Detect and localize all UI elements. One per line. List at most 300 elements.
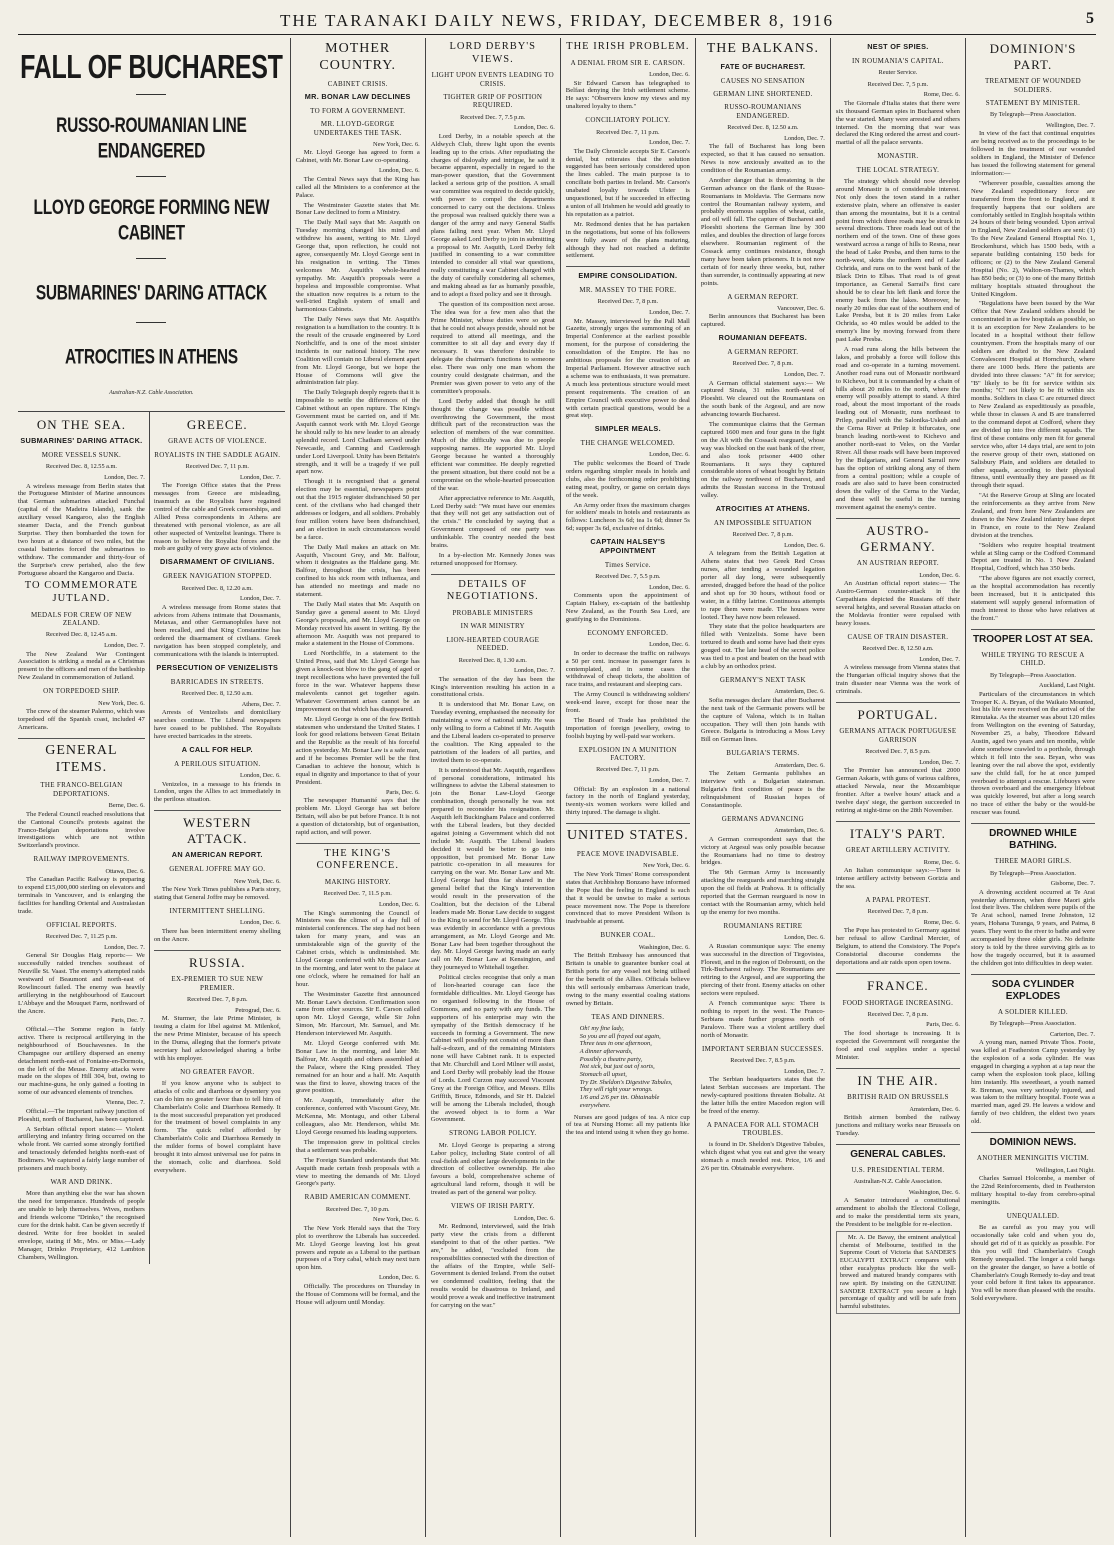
paragraph: Mr. Lloyd George is one of the few British statesmen who understand the United States. I look for good relations between Great Britain and the Republic as the result of his forceful action yesterday. Mr. Bonar Law is a safe man, and if he becomes Premier will be the first Canadian to achieve the honour, which is equal in dignity and importance to that of your President.	[295, 715, 420, 786]
received-line: Received Dec. 8, 12.50 a.m.	[181, 690, 253, 698]
subhead: IN WAR MINISTRY	[460, 622, 525, 631]
dateline: Vancouver, Dec. 6.	[777, 304, 825, 312]
paragraph: The Federal Council reached resolutions that the Cantonal Council's protests against the Franco-Belgian deportations involve investigations which are not within Switzerland's province.	[18, 810, 145, 850]
subhead: RABID AMERICAN COMMENT.	[304, 1193, 411, 1202]
subhead: STRONG LABOR POLICY.	[449, 1129, 537, 1138]
source-line: Australian-N.Z. Cable Association.	[853, 1178, 943, 1186]
paragraph: Official.—The Somme region is fairly active. There is reciprocal artillerying in the neighbourhood of Bouchavesnes. In the Champagne our artillery dispersed an enemy detachment north-east of Fontaine-en-Dormois, on the left of the Meuse. Enemy attacks were made on the slopes of Hill 304, but, owing to our machine-guns, he only gained a footing in some of our advanced elements of trenches.	[18, 1026, 145, 1097]
paragraph: Mr. Lloyd George is preparing a strong Labor policy, including State control of all coal-fields and other large developments in the direction of collective ownership. He also favours a bold, comprehensive scheme of agricultural land reform, though it will be treated as part of the general war policy.	[430, 1141, 555, 1197]
subhead: TO FORM A GOVERNMENT.	[310, 106, 406, 115]
subhead: TREATMENT OF WOUNDED SOLDIERS.	[984, 77, 1081, 94]
cable-source: Australian-N.Z. Cable Association.	[109, 389, 194, 396]
subhead: BULGARIA'S TERMS.	[726, 749, 800, 758]
subhead: A PANACEA FOR ALL STOMACH TROUBLES.	[706, 1120, 819, 1137]
advertisement: Be as careful as you may you will occasionally take cold and when you do, should get rid of it as quickly as possible. For this you will find Chamberlain's Cough Remedy unequalled. The longer a cold hangs on the greater the danger, so have a bottle of Chamberlain's Cough Remedy to-day and treat your cold before it first takes its appearance. You will be more than pleased with the results. Sold everywhere.	[970, 1224, 1095, 1303]
received-line: Received Dec. 7, 8.5 p.m.	[865, 748, 931, 756]
received-line: Received Dec. 7, 11 p.m.	[596, 128, 660, 136]
divider	[836, 1144, 960, 1145]
paragraph: Berlin announces that Bucharest has been captured.	[700, 313, 825, 329]
subhead: BUNKER COAL.	[600, 931, 656, 940]
paragraph: Venizelos, in a message to his friends in London, urges the Allies to act immediately in the perilous situation.	[153, 780, 281, 804]
paragraph: A road runs along the hills between the lakes, and probably a force will follow this road and co-operate in a turning movement. Another road runs out of Monastir northward to Kichevo, but it is commanded by a chain of hills about 20 miles to the north, where the enemy will possibly attempt to stand. A third road, about the most important of the roads leading out of Monastir, runs northeast to Prilep, parallel with the Salonika-Uskub and the Cerna River at Prilep it bifurcates, one branch leading north-west to Kichevo and another north-east to Veles, on the Vardar River. All these roads will have been improved by the Bulgarians, and General Sarrail now has the option of striking along any of them from a central position; while a couple of roads are also said to have been constructed down the valley of the Cerna to the Vardar, and these will be useful in the turning movement against the enemy's centre.	[835, 346, 960, 512]
paragraph: The crew of the steamer Palermo, which was torpedoed off the Spanish coast, included 47 Americans.	[18, 708, 145, 731]
divider	[836, 973, 960, 974]
paragraph: A telegram from the British Legation at Athens states that two Greek Red Cross nurses, after tending a wounded legation porter all day long, were subsequently arrested, dragged before the head of the police and shot up for 30 hours, without food or water, in a filthy latrine. Continuous attempts to rape them were made. The houses were looted. They have now been released.	[700, 550, 825, 621]
subhead: MR. MASSEY TO THE FORE.	[579, 286, 677, 295]
subhead: AN AMERICAN REPORT.	[171, 850, 263, 860]
dateline: Rome, Dec. 6.	[923, 91, 960, 99]
subhead: A PERILOUS SITUATION.	[174, 759, 261, 768]
received-line: Received Dec. 7, 10 p.m.	[325, 1205, 390, 1213]
paragraph: The fall of Bucharest has long been expected, so that it has caused no sensation. News is now anxiously awaited as to the condition of the Roumanian army.	[700, 143, 825, 174]
dateline: Berne, Dec. 6.	[108, 802, 145, 810]
subhead: A DENIAL FROM SIR E. CARSON.	[570, 58, 686, 67]
paragraph: The New York Times' Rome correspondent states that Archbishop Bonzano have informed the Pope that the feeling in England is such that it would be unwise to make a serious peace movement now. The Pope is therefore convinced that to move President Wilson is inadvisable at present.	[565, 870, 690, 926]
subhead: PERSECUTION OF VENIZELISTS	[156, 662, 279, 672]
section-title: TO COMMEMORATE JUTLAND.	[24, 580, 139, 605]
received-line: Received Dec. 8, 1.30 a.m.	[458, 656, 527, 664]
section-title: IN THE AIR.	[857, 1072, 939, 1088]
dateline: New York, Dec. 6.	[373, 140, 420, 148]
subhead: FOOD SHORTAGE INCREASING.	[842, 998, 954, 1007]
subhead: RUSSO-ROUMANIANS ENDANGERED.	[724, 103, 802, 120]
paragraph: Arrests of Venizelists and domiciliary searches continue. The Liberal newspapers have ceased to be published. The Royalists have erected barricades in the streets.	[153, 709, 281, 740]
dateline: Paris, Dec. 6.	[926, 1021, 960, 1029]
subhead: A GERMAN REPORT.	[727, 348, 799, 357]
received-line: Received Dec. 7, 8 p.m.	[732, 360, 794, 368]
verse-line: Oh! my fine lady,	[579, 1024, 624, 1032]
section-title: GENERAL CABLES.	[850, 1148, 946, 1160]
subhead: GRAVE ACTS OF VIOLENCE.	[168, 437, 267, 446]
dateline: London, Dec. 6.	[784, 934, 825, 942]
paragraph: The Serbian headquarters states that the latest Serbian successes are important. The newly-captured positions threaten Bobaliz. At the latter hills the entire Macedon region will be freed of the enemy.	[700, 1076, 825, 1115]
paragraph: The Foreign Office states that the Press messages from Greece are misleading, inasmuch as the Royalists have regained control of the cable and Greek censorships, and Allied Press correspondents in Athens are threatened with personal violence, as are all other suspected of Venizelist leanings. There is reason to believe the Royalist forces and the mob are guilty of very grave acts of violence.	[153, 482, 281, 553]
received-line: Received Dec. 7, 11 p.m.	[596, 766, 660, 774]
paragraph: A wireless message from Rome states that advices from Athens intimate that Dousmanis, Metaxas, and other Germanophiles have not been recalled, and that King Constantine has ordered the disarmament of civilians. Greek navigation has been stopped completely, and communications with the islands is interrupted.	[153, 603, 281, 659]
subhead: GERMAN LINE SHORTENED.	[713, 89, 813, 98]
subhead: RAILWAY IMPROVEMENTS.	[33, 855, 130, 864]
paragraph: The British Embassy has announced that Britain is unable to guarantee bunker coal at British ports for any vessel not being utilised for the benefit of the Allies. Officials believe this will seriously embarrass American trade, owing to the many essential coaling stations owned by Britain.	[565, 952, 690, 1007]
dateline: Amsterdam, Dec. 6.	[774, 827, 825, 835]
paragraph: A wireless message from Berlin states that the Portuguese Minister of Marine announces that German submarines attacked Funchal (capital of the Madeira Islands), sank the auxiliary vessel Kangaroo, also the English steamer Dacia, and the French gunboat Surprise. They then bombarded the town for two hours at a distance of two miles, but the coastal batteries forced the submarines to withdraw. The commander and thirty-four of the Surprise's crew perished, also the few Portuguese aboard the Kangaroo and Dacia.	[18, 482, 145, 577]
paragraph: Lord Derby added that though he still thought the change was possible without overthrowing the Government, the most difficult part of the reconstruction was the selection of members of the war committee. Much of the difficulty was due to people supposing names. He supported Mr. Lloyd George because he wanted a thoroughly efficient war committee. He deeply regretted the present situation, but there could not be a compromise on the whole-hearted prosecution of the war.	[430, 397, 555, 492]
dateline: Paris, Dec. 6.	[385, 788, 420, 796]
subhead: ROYALISTS IN THE SADDLE AGAIN.	[154, 450, 281, 459]
column-lord-derby	[425, 38, 560, 1537]
subhead: SUBMARINES' DARING ATTACK.	[20, 436, 143, 446]
paragraph: "Soldiers who require hospital treatment while at Sling camp or the Codford Command Depot are treated in No. 1 New Zealand Hospital, Codford, which has 350 beds.	[970, 541, 1095, 573]
paragraph: Official.—The important railway junction of Ploeshti, north of Bucharest, has been captured.	[18, 1107, 145, 1123]
subhead: ON TORPEDOED SHIP.	[43, 687, 120, 696]
verse-line: 1/6 and 2/6 per tin. Obtainable everywhere.	[579, 1094, 660, 1109]
section-title: GREECE.	[186, 416, 248, 432]
dateline: London, Dec. 7.	[784, 1067, 825, 1075]
divider	[136, 176, 166, 177]
verse-line: They will right your wrongs.	[579, 1086, 653, 1094]
subhead: THE CHANGE WELCOMED.	[580, 439, 675, 448]
subhead: AN AUSTRIAN REPORT.	[856, 559, 939, 568]
section-title: THE IRISH PROBLEM.	[566, 41, 690, 52]
dateline: London, Dec. 7.	[919, 655, 960, 663]
subhead: PEACE MOVE INADVISABLE.	[576, 850, 679, 858]
dateline: Rome, Dec. 6.	[923, 918, 960, 926]
advertisement: Mr. A. De Bavay, the eminent analytical chemist of Melbourne, testified in the Supreme Court of Victoria that SANDER'S EUCALYPTI EXTRACT compares with other eucalyptus products like the well-brewed and matured brandy compares with raw spirit. By insisting on the GENUINE SANDER EXTRACT you secure a high percentage of quality and will be safe from harmful substitutes.	[836, 1231, 960, 1314]
subhead: LION-HEARTED COURAGE NEEDED.	[446, 635, 540, 653]
subhead: THREE MAORI GIRLS.	[994, 857, 1072, 866]
dateline: London, Dec. 7.	[239, 595, 281, 603]
headline-lloyd-george: LLOYD GEORGE FORMING NEW CABINET	[33, 196, 270, 245]
dateline: New York, Dec. 6.	[643, 862, 690, 870]
advertisement-verse	[580, 1025, 690, 1110]
paragraph: The Westminster Gazette first announced Mr. Bonar Law's decision. Confirmation soon came from other sources. Sir E. Carson called upon Mr. Lloyd George, while Sir John Simon, Mr. Harcourt, Mr. Samuel, and Mr. Henderson interviewed Mr. Asquith.	[295, 990, 420, 1038]
subhead: ECONOMY ENFORCED.	[587, 628, 669, 637]
subhead: WAR AND DRINK.	[50, 1177, 113, 1186]
dateline: London, Dec. 6.	[239, 771, 281, 779]
subhead: A GERMAN REPORT.	[727, 292, 799, 301]
received-line: Received Dec. 7, 11.25 p.m.	[45, 933, 118, 941]
paragraph: Officially. The procedures on Thursday in the House of Commons will be formal, and the House will adjourn until Monday.	[295, 1282, 420, 1306]
paragraph: The question of its composition next arose. The idea was for a few men also that the Prime Minister, whose duties were so great that he could not always preside, should not be required to attend all meetings, and the committee to sit all day and every day if necessary. It was therefore desirable to delegate the chairman's functions to someone else. There was only one man whom the country could designate chairman, and the Premier was given power to veto any of the committee's proposals.	[430, 300, 555, 395]
dateline: Wellington, Dec. 7.	[1046, 121, 1095, 129]
paragraph: The Zeitam Germania publishes an interview with a Bulgarian statesman. Bulgaria's first condition of peace is the relinquishment of Russian hopes of Constantinople.	[700, 770, 825, 809]
subhead: GERMANS ADVANCING	[721, 814, 804, 823]
paragraph: Mr. Lloyd George conferred with Mr. Bonar Law in the morning, and later Mr. Balfour, Mr. Asquith and others assembled at the Palace, where the King presided. They remained for an hour and a half. Mr. Asquith was the first to leave, showing traces of the grave position.	[295, 1040, 420, 1095]
lead-section	[18, 38, 290, 1537]
divider	[836, 702, 960, 703]
subhead: U.S. PRESIDENTIAL TERM.	[851, 1165, 945, 1174]
subhead: CABINET CRISIS.	[327, 79, 388, 88]
divider	[971, 629, 1095, 630]
paragraph: A German correspondent says that the victory at Argesul was only possible because the Roumanians had no time to destroy bridges.	[700, 835, 825, 867]
subhead: ROUMANIANS RETIRE	[723, 921, 803, 930]
dateline: Petrograd, Dec. 6.	[235, 1006, 281, 1014]
dateline: London, Dec. 6.	[649, 583, 690, 591]
column-on-the-sea	[18, 412, 149, 1264]
subhead: EXPLOSION IN A MUNITION FACTORY.	[578, 745, 677, 763]
dateline: London, Dec. 7.	[239, 473, 281, 481]
section-title: GENERAL ITEMS.	[45, 742, 118, 775]
subhead: WHILE TRYING TO RESCUE A CHILD.	[981, 650, 1085, 668]
paragraph: Another danger that is threatening is the German advance on the flank of the Russo-Roumanians in Moldavia. The Germans now control the Roumanian railway system, and probably enormous supplies of wheat, cattle, and oil will fall. The capture of Bucharest and Ploeshti shortens the German line by 300 miles, and doubles the direction of large forces elsewhere. Roumanian regiment of the Cossack army continues resistance, though many have been taken prisoners. It is not now certain of for nearly three weeks, but, rather than surrender, is continually appearing at new points.	[700, 176, 825, 287]
received-line: Received Dec. 7, 7.5 p.m.	[460, 113, 526, 121]
paragraph: The Daily Chronicle accepts Sir E. Carson's denial, but reiterates that the solution suggested has been seriously considered upon the lines cabled. The main purpose is to conciliate both parties in Ireland. Mr. Carson's unabated loyalty towards Ulster is unquestioned, but if he succeeded in effecting a union of all Irishmen he would add greatly to his reputation as a patriot.	[565, 147, 690, 218]
received-line: Received Dec. 8, 12.20 a.m.	[181, 584, 253, 592]
section-title: TROOPER LOST AT SEA.	[972, 633, 1093, 645]
received-line: Received Dec. 7, 5 p.m.	[867, 80, 929, 88]
received-line: Received Dec. 8, 12.50 a.m.	[862, 645, 934, 653]
paragraph: Political circles recognise that only a man of lion-hearted courage can face the formidable difficulties. Mr. Lloyd George has no organised following in the House of Commons, and no party with any funds. The supporters of his enterprise may win the sympathy of the British democracy if he succeeds in forming a Government. The new Cabinet will possibly not consist of more than half-a-dozen, and of the remaining Ministers none will have Cabinet rank. It is expected that Mr. Churchill and Lord Milner will assist, and Lord Derby will probably lead the House of Lords. Lord Curzon may succeed Viscount Grey at the Foreign Office, and Messrs. Ellis Griffith, Bruce, Edmonds, and Sir H. Dalziel will be among the Liberals included, though the avowed object is to form a War Government.	[430, 974, 555, 1124]
divider	[971, 1132, 1095, 1133]
received-line: Received Dec. 7, 11 p.m.	[185, 463, 249, 471]
subhead: MAKING HISTORY.	[324, 878, 391, 887]
divider	[136, 322, 166, 323]
paragraph: A French communique says: There is nothing to report in the west. The Franco-Serbians made further progress north of Paralovo. There was a violent artillery duel north of Monastir.	[700, 1000, 825, 1039]
subhead: UNEQUALLED.	[1006, 1211, 1060, 1220]
section-title: DETAILS OF NEGOTIATIONS.	[446, 578, 539, 603]
headline-submarines: SUBMARINES' DARING ATTACK	[35, 282, 267, 306]
masthead	[18, 8, 1096, 35]
headline-athens: ATROCITIES IN ATHENS	[64, 345, 238, 369]
paragraph: The Daily Telegraph deeply regrets that it is impossible to settle the differences of the Cabinet without an open rupture. The King's Government must be carried on, and if Mr. Asquith cannot work with Mr. Lloyd George he should rally to his new leader to an already splendid record. Lord Chatham served under Newcastle, and Canning and Castlereagh under Lord Liverpool. Unity has been Britain's strength, and it will be a tragedy if we pull apart now.	[295, 389, 420, 476]
paragraph: The New York Herald says that the Tory plot to overthrow the Liberals has succeeded. Mr. Lloyd George leaving lost his great powers and repute as a Liberal to the partisan purposes of a Tory cabal, which may next turn upon him.	[295, 1224, 420, 1272]
advertisement: is found in Dr. Sheldon's Digestive Tabules, which digest what you eat and give the weary stomach a much needed rest. Price, 1/6 and 2/6 per tin. Obtainable everywhere.	[700, 1141, 825, 1173]
paragraph: A Senator introduced a constitutional amendment to abolish the Electoral College, and to make the presidential term six years, the President to be ineligible for re-election.	[835, 1197, 960, 1229]
dateline: London, Dec. 6.	[379, 1274, 420, 1282]
verse-line: Possibly a theatre party,	[579, 1055, 643, 1063]
paragraph: The strategy which should now develop around Monastir is of considerable interest. Not only does the town stand in a rather extensive plain, where an offensive is easier than among the mountains, but it is a central point from which three roads may be struck in several directions. Three roads lead out of the northern end of the town. One of these goes westward across a range of hills to Resna, near the head of Lake Presba, and then turns to the north-west, skirts the northern end of Lake Ochrida, and runs on to the west bank of the Black Drin to Elbas. That road is of great importance, as General Sarrail's first care should be to clear his left flank and force the enemy back from the lakes. Moreover, he nearly 20 miles due east of the southern end of Lake Presba, but it is 20 miles from Lake Ochrida, so 40 miles would be added to the enemy's line by moving forward from there past Lake Presba.	[835, 178, 960, 344]
subhead: MORE VESSELS SUNK.	[41, 451, 122, 460]
paragraph: Mr. Redmond denies that he has partaken in the negotiations, but some of his followers were fully aware of the plans maturing, although they had not reached a definite settlement.	[565, 220, 690, 260]
received-line: Received Dec. 7, 8 p.m.	[187, 996, 248, 1004]
section-title: PORTUGAL.	[857, 706, 939, 722]
received-line: Received Dec. 7, 8 p.m.	[867, 1010, 929, 1018]
dateline: Rome, Dec. 6.	[923, 858, 960, 866]
dateline: London, Dec. 7.	[784, 134, 825, 142]
column-irish-problem	[560, 38, 695, 1537]
dateline: Ottawa, Dec. 6.	[105, 867, 145, 875]
paragraph: The public welcomes the Board of Trade orders regarding simpler meals in hotels and clubs, also the forthcoming order prohibiting eating meat, poultry, or game on certain days of the week.	[565, 460, 690, 499]
paragraph: It is understood that Mr. Asquith, regardless of personal considerations, intimated his willingness to advise the Liberal statesmen to join the Bonar Law-Lloyd George combination, though personally he was not prepared to reconsider his resignation. Mr. Asquith left Buckingham Palace and conferred with the Liberal leaders, but they decided against joining a Government which did not include Mr. Asquith. The Liberal leaders decided it would be better to go into opposition, but promised Mr. Bonar Law patriotic co-operation in all measures for carrying on the war. Mr. Bonar Law and Mr. Lloyd George had thus far shared in the general belief that the King's intervention would result in the preservation of the Coalition, but the decision of the Liberal leaders made Mr. Bonar Law decide to suggest to the King to send for Mr. Lloyd George. This was evidently in accordance with a previous arrangement, as Mr. Lloyd George and Mr. Bonar Law had been together throughout the day. Mr. Lloyd George having made an early call on Mr. Bonar Law at Kensington, and they journeyed to Whitehall together.	[430, 766, 555, 972]
section-title: AUSTRO-GERMANY.	[860, 523, 936, 554]
subhead: GENERAL JOFFRE MAY GO.	[169, 865, 266, 874]
subhead: ATROCITIES AT ATHENS.	[715, 504, 810, 514]
subhead: STATEMENT BY MINISTER.	[985, 98, 1081, 107]
column-dominions-part	[965, 38, 1100, 1537]
dateline: London, Dec. 6.	[649, 641, 690, 649]
paragraph: The impression grew in political circles that a settlement was probable.	[295, 1138, 420, 1154]
dateline: London, Dec. 6.	[379, 900, 420, 908]
subhead: ANOTHER MENINGITIS VICTIM.	[976, 1154, 1089, 1163]
subhead: GERMANY'S NEXT TASK	[719, 675, 806, 684]
paragraph: British airmen bombed the railway junctions and military works near Brussels on Tuesday.	[835, 1114, 960, 1137]
dateline: London, Dec. 7.	[104, 943, 145, 951]
paragraph: After appreciative reference to Mr. Asquith, Lord Derby said: "We must have our enemies that they will not get any satisfaction out of the crisis." He concluded by saying that a Government composed of one party was unthinkable. The country needed the best brains.	[430, 494, 555, 550]
dateline: Gisborne, Dec. 7.	[1050, 880, 1095, 888]
divider	[971, 823, 1095, 824]
divider	[154, 810, 281, 811]
verse-line: Try Dr. Sheldon's Digestive Tabules,	[579, 1078, 673, 1086]
advertisement: Nurses are good judges of tea. A nice cup of tea at Nursing Home: all my patients like the tea and intend using it when they go home.	[565, 1113, 690, 1137]
subhead: CAUSES NO SENSATION	[720, 76, 805, 85]
paragraph: Lord Northcliffe, in a statement to the United Press, said that Mr. Lloyd George has given a knock-out blow to the gang of aged or inept recollections who have prevented the full force in the war. Whatever happens these malevolents cannot get together again. Whatever Government arises cannot be an improvement on that which has disappeared.	[295, 650, 420, 713]
dateline: London, Dec. 6.	[919, 571, 960, 579]
divider	[296, 843, 420, 844]
subhead: THE FRANCO-BELGIAN DEPORTATIONS.	[40, 781, 123, 798]
paragraph: "Regulations have been issued by the War Office that New Zealand soldiers should be concentrated in as few hospitals as possible, so it is an exception for New Zealanders to be located in a hospital without their fellow countrymen. From the hospitals many of our soldiers are drafted to the New Zealand Convalescent Hospital at Hornchurch, where there are 1000 beds. Here the patients are divided into three classes: "A" fit for service; "B" likely to be fit for service within six months; "C" not likely to be fit within six months. Soldiers in class C are returned direct to New Zealand as expeditiously as possible, while those in classes A and B are transferred to the command depot at Codford, where they are divided up into five different squads. The first of these contains only men fit for general service who, after 14 days trial, are sent to join the reserve group of their own, stationed on Salisbury Plain, and soldiers are detailed to other squads, according to their physical fitness, until eventually they are passed as fit through their squad.	[970, 300, 1095, 490]
paragraph: Mr. Asquith, immediately after the conference, conferred with Viscount Grey, Mr. McKenna, Mr. Montagu, and other Liberal colleagues, also Mr. Henderson, whilst Mr. Lloyd George resumed his leading supporters.	[295, 1097, 420, 1136]
paragraph: An Austrian official report states:— The Austro-German counter-attack in the Carpathians depicted the Russians off their several heights, and several Russian attacks on the Moldavia frontier were repulsed with heavy losses.	[835, 580, 960, 627]
paragraph: Particulars of the circumstances in which Trooper K. A. Bryan, of the Waikato Mounted, lost his life were received on the arrival of the Rimutaka. As the steamer was about 120 miles from Wellington on the evening of Saturday, November 25, a baby, Theodore Edward Austin, aged two years and ten months, while alone somehow crawled to a porthole, through which it fell into the sea. Bryan, who was leaning over the rail above the spot, evidently saw the child fall, for he at once jumped overboard to attempt a rescue. Lifebuoys were thrown overboard and the emergency lifeboat was quickly lowered, but after a long search no trace of either the baby or the would-be rescuer was found.	[970, 690, 1095, 817]
paragraph: The Giornale d'Italia states that there were six thousand German spies in Bucharest when the war started. Many were arrested and others interned. On the morning that war was declared the King ordered the arrest and court-martial of all the palace servants.	[835, 99, 960, 147]
dateline: Washington, Dec. 6.	[908, 1188, 960, 1196]
subhead: CAPTAIN HALSEY'S APPOINTMENT	[590, 537, 666, 555]
subhead: A PAPAL PROTEST.	[865, 895, 931, 904]
paragraph: There has been intermittent enemy shelling on the Ancre.	[153, 927, 281, 943]
paragraph: Mr. Lloyd George has agreed to form a Cabinet, with Mr. Bonar Law co-operating.	[295, 149, 420, 165]
subhead: TEAS AND DINNERS.	[591, 1012, 665, 1021]
subhead: MONASTIR.	[877, 152, 919, 161]
received-line: Received Dec. 7, 8 p.m.	[732, 531, 794, 539]
paragraph: The Foreign Standard understands that Mr. Asquith made certain fresh proposals with a view to meeting the demands of Mr. Lloyd George's party.	[295, 1156, 420, 1188]
paragraph: Sir Edward Carson has telegraphed to Belfast denying the Irish settlement scheme. He says: "Observers know my views and my unaltered loyalty to them."	[565, 79, 690, 111]
paragraph: The newspaper Humanité says that the problem Mr. Lloyd George has set before Britain, will also be put before France. It is not a question of dictatorship, but of organisation, rapid action, and will power.	[295, 797, 420, 836]
source-line: By Telegraph—Press Association.	[989, 869, 1076, 877]
paragraph: The New York Times publishes a Paris story, stating that General Joffre may be removed.	[153, 886, 281, 901]
section-title: ON THE SEA.	[36, 416, 126, 432]
paragraph: An Army order fixes the maximum charges for soldiers' meals in hotels and restaurants as follows: Luncheon 3s 6d; tea 1s 6d; dinner 5s 6d; supper 3s 6d, exclusive of drinks.	[565, 501, 690, 533]
column-balkans	[695, 38, 830, 1537]
verse-line: Not sick, but just out of sorts,	[579, 1063, 655, 1071]
section-title: LORD DERBY'S VIEWS.	[449, 41, 537, 65]
subhead: BRITISH RAID ON BRUSSELS	[847, 1093, 949, 1102]
dateline: London, Dec. 6.	[649, 70, 690, 78]
divider	[836, 518, 960, 519]
dateline: London, Dec. 6.	[239, 919, 281, 927]
paragraph: "At the Reserve Group at Sling are located the reinforcements as they arrive from New Zealand, and from here New Zealanders are drawn to the New Zealand infantry base depot in France, en route to the New Zealand division at the trenches.	[970, 492, 1095, 539]
paragraph: A drowning accident occurred at Te Arai yesterday afternoon, when three Maori girls lost their lives. The children were pupils of the Te Arai school, named Irene Johnston, 12 years, Hohana Turanga, 9 years, and Paima, 8 years. They went to the river to bathe and were accompanied by three older girls. No definite story is told by the three surviving girls as to how the tragedy occurred, but it is assumed the children got into difficulties in deep water.	[970, 888, 1095, 967]
section-title: RUSSIA.	[189, 954, 246, 970]
paragraph: The Central News says that the King has called all the Ministers to a conference at the Palace.	[295, 175, 420, 199]
received-line: Received Dec. 7, 8.5 p.m.	[730, 1056, 796, 1064]
source-line: By Telegraph—Press Association.	[989, 1020, 1076, 1028]
subhead: TIGHTER GRIP OF POSITION REQUIRED.	[443, 92, 543, 110]
subhead: IMPORTANT SERBIAN SUCCESSES.	[701, 1044, 824, 1053]
paragraph: A Russian communique says: The enemy was successful in the direction of Tirgovistea, Floresti, and in the region of Dobrounti, on the Tirk-Bucharest railway. The Roumanians are retiring to the Argesul, and are supporting the piercing of their front. Enemy attacks on other sectors were repulsed.	[700, 942, 825, 998]
paragraph: The New Zealand War Contingent Association is striking a medal as a Christmas present to the officers and men of the battleship New Zealand in commemoration of Jutland.	[18, 650, 145, 682]
paragraph: In a by-election Mr. Kennedy Jones was returned unopposed for Hornsey.	[430, 551, 555, 567]
subhead: IN ROUMANIA'S CAPITAL.	[851, 56, 944, 65]
subhead: MEDALS FOR CREW OF NEW ZEALAND.	[30, 610, 132, 628]
paragraph: The 9th German Army is incessantly attacking the rearguards and marching straight upon the oil fields at Prahova. It is officially reported that the German rearguard is now in contact with the Roumanian army, which held up the enemy for two months.	[700, 869, 825, 916]
page-number: 5	[1086, 10, 1096, 27]
subhead: GREAT ARTILLERY ACTIVITY.	[845, 846, 951, 855]
dateline: Washington, Dec. 6.	[638, 943, 690, 951]
paragraph: The Westminster Gazette states that Mr. Bonar Law declined to form a Ministry.	[295, 201, 420, 217]
dateline: London, Dec. 6.	[514, 1214, 555, 1222]
verse-line: A dinner afterwards,	[579, 1048, 633, 1056]
dateline: London, Dec. 7.	[649, 139, 690, 147]
section-title: THE KING'S CONFERENCE.	[316, 847, 399, 872]
dateline: Carterton, Dec. 7.	[1050, 1030, 1095, 1038]
subhead: FATE OF BUCHAREST.	[720, 61, 806, 71]
headline-russo-roumanian: RUSSO-ROUMANIAN LINE ENDANGERED	[56, 114, 247, 163]
paragraph: "The above figures are not exactly correct, as the hospital accommodation has recently been increased, but it is anticipated this statement will supply general information of much interest to those who have relatives at the front."	[970, 575, 1095, 622]
dateline: Vienna, Dec. 7.	[105, 1099, 145, 1107]
dateline: London, Dec. 6.	[379, 167, 420, 175]
dateline: London, Dec. 7.	[104, 474, 145, 482]
dateline: London, Dec. 6.	[784, 541, 825, 549]
divider	[836, 1068, 960, 1069]
dateline: New York, Dec. 6.	[373, 1216, 420, 1224]
received-line: Received Dec. 8, 12.55 a.m.	[45, 463, 118, 471]
paragraph: The Daily News says that Mr. Asquith's resignation is a humiliation to the country. It is the result of the crusade engineered by Lord Northcliffe, and is one of the most sinister incidents in our national history. The new Coalition will contain no Liberal element apart from Mr. Lloyd George, but we hope the House of Commons will give the administration fair play.	[295, 316, 420, 387]
verse-line: Stomach all upset,	[579, 1071, 627, 1079]
dateline: Amsterdam, Dec. 6.	[774, 761, 825, 769]
section-title: ITALY'S PART.	[849, 825, 946, 841]
divider	[136, 258, 166, 259]
paragraph: The Board of Trade has prohibited the importation of foreign jewellery, owing to foolish buying by well-paid war workers.	[565, 716, 690, 740]
verse-line: Three teas in one afternoon,	[579, 1040, 652, 1048]
subhead: A CALL FOR HELP.	[181, 744, 253, 754]
paragraph: The communique claims that the German captured 1600 men and four guns in the fight on the Alt with the Cossack rearguard, whose way was blocked on the east bank of the river, and also took prisoner 4400 other Roumanians. It says they captured considerable stores of wheat bought by Britain on the railway northwest of Bucharest, and admits the Russian success in the Trotusul valley.	[700, 421, 825, 500]
headline-bucharest: FALL OF BUCHAREST	[20, 48, 283, 86]
paragraph: The Pope has protested to Germany against her refusal to allow Cardinal Mercier, of Belgium, to attend the Consistory. The Pope's Consistorial discourse condemns the deportations and air raids upon open towns.	[835, 927, 960, 966]
received-line: Received Dec. 8, 12.50 a.m.	[727, 124, 799, 132]
dateline: New York, Dec. 6.	[98, 699, 145, 707]
paragraph: The Daily Mail states that Mr. Asquith on Sunday gave a general assent to Mr. Lloyd George's proposals, and Mr. Lloyd George on Monday received his assent in writing. By the afternoon Mr. Asquith was not prepared to make a statement in the House of Commons.	[295, 600, 420, 648]
paragraph: Comments upon the appointment of Captain Halsey, ex-captain of the battleship New Zealand, as the Fourth Sea Lord, are gratifying to the Dominions.	[565, 592, 690, 623]
column-greece	[149, 412, 285, 1264]
divider	[431, 574, 555, 575]
dateline: London, Dec. 7.	[649, 309, 690, 317]
section-title: DROWNED WHILE BATHING.	[989, 828, 1077, 852]
paragraph: In view of the fact that continual enquiries are being received as to the proceedings to be followed in the treatment of our wounded soldiers in England, the Minister of Defence has issued the following statement for general information:—	[970, 130, 1095, 177]
dateline: London, Dec. 7.	[919, 758, 960, 766]
section-title: MOTHER COUNTRY.	[319, 41, 397, 73]
paragraph: The Daily Mail makes an attack on Mr. Asquith, Viscount Grey, and Mr. Balfour, whom it designates as the Haldane gang. Mr. Balfour, throughout the crisis, has been confined to his sick room with influenza, and has attended no meetings and made no statement.	[295, 543, 420, 599]
source-line: By Telegraph—Press Association.	[989, 671, 1076, 679]
paragraph: The Premier has announced that 2000 German Askaris, with guns of various calibres, attacked Newala, near the Mozambique frontier. After a twelve hours' attack and a twelve days' siege, the garrison succeeded in retiring at night-time on the 28th November.	[835, 767, 960, 814]
paragraph: It is understood that Mr. Bonar Law, on Tuesday evening, emphasised the necessity for maintaining a vow of national unity. He was only willing to form a Cabinet if Mr. Asquith and the Liberal leaders co-operated to preserve the coalition. The King appealed to the patriotism of the leaders of all parties, and invited them to co-operate.	[430, 701, 555, 764]
dateline: Paris, Dec. 7.	[111, 1017, 145, 1025]
subhead: SIMPLER MEALS.	[594, 424, 661, 434]
dateline: New York, Dec. 6.	[234, 877, 281, 885]
paragraph: Mr. Massey, interviewed by the Pall Mall Gazette, strongly urges the summoning of an Imperial Conference at the earliest possible moment, for the purpose of considering the consolidation of the Empire. He has no ambitious proposals for the creation of an Imperial Parliament. However attractive such a scheme was to enthusiasts, it was premature. A much less pretentious structure would meet present requirements. The creation of an Empire Council with executive power to deal with certain practical questions, would be a great step.	[565, 317, 690, 420]
paragraph: In order to decrease the traffic on railways a 50 per cent. increase in passenger fares is contemplated, and in some cases the withdrawal of cheap tickets, the abolition of race trains, and restaurant and sleeping cars.	[565, 649, 690, 689]
columns	[18, 38, 1100, 1537]
paragraph: The Army Council is withdrawing soldiers' week-end leave, except for those near the front.	[565, 691, 690, 715]
subhead: DISARMAMENT OF CIVILIANS.	[160, 557, 275, 567]
paragraph: General Sir Douglas Haig reports:— We successfully raided trenches southeast of Neuville St. Vaast. The enemy's attempted raids westward of Beaumont and north-east of Rowlincourt failed. The enemy was heavily artillerying in the neighbourhood of Eaucourt L'Abbaye and the Mouquet Farm, northward of the Ancre.	[18, 952, 145, 1015]
dateline: Amsterdam, Dec. 6.	[909, 1105, 960, 1113]
paragraph: The Canadian Pacific Railway is preparing to expend £15,000,000 sterling on elevators and terminals in Vancouver, and is enlarging the facilities for handling Oriental and Australasian trade.	[18, 876, 145, 915]
paragraph: Mr. Redmond, interviewed, said the Irish party view the crisis from a different standpoint to that of the other parties. "We are," he added, "excluded from the responsibilities connected with the direction of the affairs of the Empire, while Self-Government is denied Ireland. From the outset we condemned coalition, feeling that the results would be disastrous to Ireland, and would prove a weak and ineffective instrument for carrying on the war."	[430, 1223, 555, 1310]
subhead: PROBABLE MINISTERS	[452, 608, 534, 617]
section-title: THE BALKANS.	[706, 41, 820, 56]
divider	[136, 94, 166, 95]
subhead: INTERMITTENT SHELLING.	[169, 906, 266, 915]
paragraph: An Italian communique says:—There is intense artillery activity between Gorizia and the sea.	[835, 867, 960, 890]
subhead: CONCILIATORY POLICY.	[585, 116, 671, 125]
source-line: Reuter Service.	[878, 69, 918, 77]
dateline: Auckland, Last Night.	[1039, 682, 1095, 690]
verse-line: So you are all frayed out again,	[579, 1032, 661, 1040]
dateline: London, Dec. 6.	[649, 451, 690, 459]
subhead: EX-PREMIER TO SUE NEW PREMIER.	[171, 975, 264, 992]
paragraph: Though it is recognised that a general election may be essential, newspapers point out that the 1915 register disfranchised 50 per cent. of the civilians who had changed their addresses or lodgers, and all soldiers. Probably four million voters have been disfranchised, and an election in such circumstances would be a farce.	[295, 478, 420, 541]
subhead: ROUMANIAN DEFEATS.	[718, 333, 808, 343]
subhead: Times Service.	[604, 560, 651, 569]
section-title: DOMINION'S PART.	[989, 41, 1077, 72]
paragraph: The Daily Mail says that Mr. Asquith on Tuesday morning changed his mind and withdrew his assent, writing to Mr. Lloyd George that, upon reflection, he could not agree, consequently Mr. Lloyd George sent in his resignation in writing. The Times welcomes Mr. Asquith's whole-hearted sympathy. Mr. Asquith's proposals were a hopeless and impossible compromise. What the situation now requires is a return to the well-tried English system of small and harmonious Cabinets.	[295, 219, 420, 314]
divider	[566, 823, 690, 824]
paragraph: Lord Derby, in a notable speech at the Aldwych Club, threw light upon the events leading up to the crisis. After repudiating the charges of disloyalty and intrigue, he said it became apparent, especially in regard to the man-power question, that the Government lacked a serious grip of the position. A small war committee was required to decide quickly, with power to compel the departments concerned to carry out the decisions. Unless the proposal was realised quickly there was a danger of the army and navy General Staffs plans failing next year. When Mr. Lloyd George asked Lord Derby to join in submitting a proposal to Mr. Asquith, Lord Derby felt justified in consenting to a war committee intended to consider all vital war questions, really constituting a war Cabinet charged with the duty of carefully considering all schemes, and making ahead as far as humanly possible, and to adopt a fixed policy and see it through.	[430, 132, 555, 298]
paragraph: "Wherever possible, casualties among the New Zealand expeditionary force are transferred from the front to England, and it frequently happens that our soldiers are comfortably settled in English hospitals within 24 hours of their being wounded. Upon arrival in England, New Zealand soldiers are sent: (1) To the New Zealand General Hospital No. 1, Brockenhurst, which has 1500 beds, with a separate building containing 150 beds for officers; or (2) to the New Zealand General Hospital (No. 2), Walton-on-Thames, which has 850 beds; or (3) to one of the many British military hospitals situated throughout the United Kingdom.	[970, 179, 1095, 298]
column-nest-of-spies	[830, 38, 965, 1537]
dateline: Wellington, Last Night.	[1035, 1166, 1095, 1174]
subhead: GREEK NAVIGATION STOPPED.	[162, 572, 272, 581]
subhead: A SOLDIER KILLED.	[998, 1007, 1068, 1016]
divider	[566, 266, 690, 267]
section-title: UNITED STATES.	[566, 828, 689, 844]
subhead: VIEWS OF IRISH PARTY.	[450, 1202, 535, 1211]
paragraph: They state that the police headquarters are filled with Venizelists. Some have been tortured to death and some have had their eyes gouged out. The late head of the secret police was tied to a post and beaten on the head with a club by an orthodox priest.	[700, 623, 825, 671]
paragraph: A young man, named Private Thos. Foote, was killed at Featherston Camp yesterday by the explosion of a soda cylinder. He was engaged in charging a syphon at a tap near the camp when the explosion took place, killing him instantly. His sweetheart, a youth named R. Brennan, was very seriously injured, and was taken to the military hospital. Foote was a married man, aged 29. He leaves a widow and family of two children, the eldest two years old.	[970, 1039, 1095, 1126]
received-line: Received Dec. 7, 5.5 p.m.	[595, 573, 661, 581]
paragraph: M. Sturmer, the late Prime Minister, is issuing a claim for libel against M. Milenkof, the new Prime Minister, because of his speech in the Duma, alleging that the former's private secretary had acknowledged sharing a bribe with his employer.	[153, 1015, 281, 1062]
received-line: Received Dec. 7, 11.5 p.m.	[323, 890, 392, 898]
dateline: London, Dec. 7.	[514, 667, 555, 675]
